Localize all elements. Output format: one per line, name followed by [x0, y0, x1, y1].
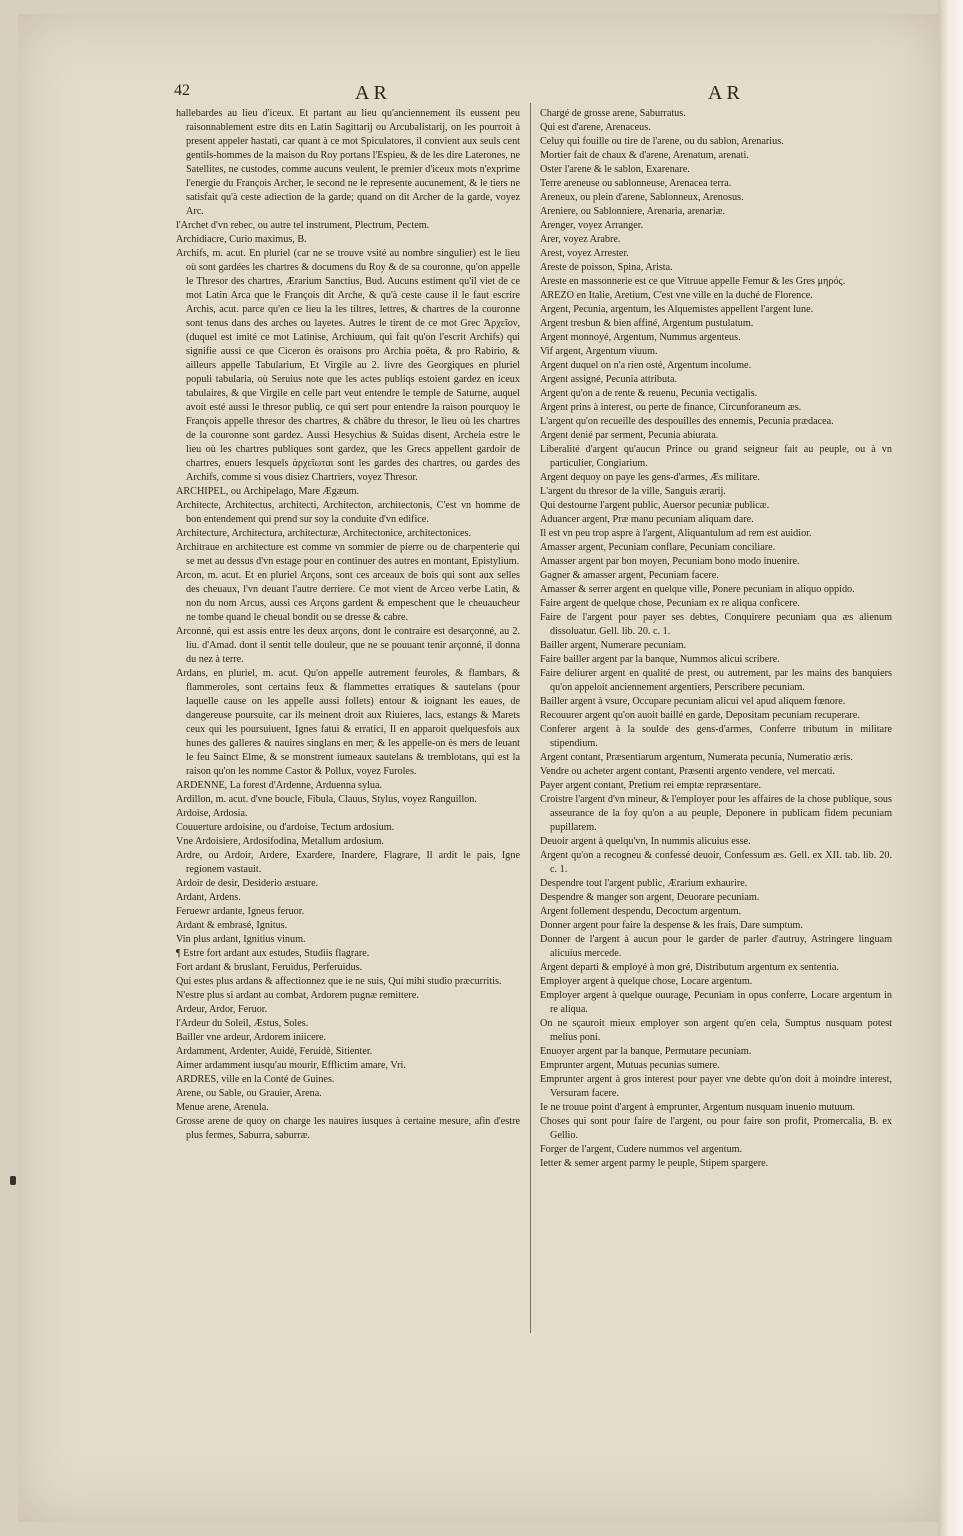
dictionary-entry: Feruewr ardante, Igneus feruor.	[176, 906, 305, 917]
dictionary-entry: ARDENNE, La forest d'Ardenne, Arduenna sylua.	[176, 780, 383, 791]
dictionary-entry: Qui estes plus ardans & affectionnez que ie ne suis, Qui mihi studio præcurritis.	[176, 976, 502, 987]
dictionary-entry: Ardant & embrasé, Ignitus.	[176, 920, 288, 931]
dictionary-entry: Areneux, ou plein d'arene, Sablonneux, Arenosus.	[540, 192, 744, 203]
dictionary-entry: L'argent qu'on recueille des despouilles des ennemis, Pecunia prædacea.	[540, 416, 834, 427]
dictionary-entry: Croistre l'argent d'vn mineur, & l'employer pour les affaires de la chose publique, sous asseurance de la foy qu'on a au peuple, Deponere in publicam fidem pecuniam pupillarem.	[540, 794, 892, 833]
dictionary-entry: Arer, voyez Arabre.	[540, 234, 621, 245]
dictionary-entry: Faire argent de quelque chose, Pecuniam ex re aliqua conficere.	[540, 598, 800, 609]
dictionary-entry: Argent assigné, Pecunia attributa.	[540, 374, 678, 385]
dictionary-entry: Choses qui sont pour faire de l'argent, ou pour faire son profit, Promercalia, B. ex Gellio.	[540, 1116, 892, 1141]
dictionary-entry: Employer argent à quelque ouurage, Pecuniam in opus conferre, Locare argentum in re aliqua.	[540, 990, 892, 1015]
dictionary-entry: Amasser argent par bon moyen, Pecuniam bono modo inuenire.	[540, 556, 800, 567]
column-divider	[530, 103, 531, 1333]
dictionary-entry: Archidiacre, Curio maximus, B.	[176, 234, 307, 245]
dictionary-entry: Argent contant, Præsentiarum argentum, Numerata pecunia, Numeratio æris.	[540, 752, 853, 763]
dictionary-entry: Terre areneuse ou sablonneuse, Arenacea terra.	[540, 178, 732, 189]
dictionary-entry: Deuoir argent à quelqu'vn, In nummis alicuius esse.	[540, 836, 751, 847]
dictionary-entry: Faire deliurer argent en qualité de prest, ou autrement, par les mains des banquiers qu'on appeloit anciennement argentiers, Perscribere pecuniam.	[540, 668, 892, 693]
dictionary-entry: Ardans, en pluriel, m. acut. Qu'on appelle autrement feuroles, & flambars, & flammeroles, sont certains feux & flammettes erratiques & sautelans (pour laquelle cause on les appelle aussi follets) entour & ioignant les eaues, de dangereuse poursuite, car ils meinent droit aux Riuieres, lacs, estangs & Marets ceux qui les poursuiuent, Ignes fatui & erratici, Il en apparoit quelquesfois aux hunes des galleres & nauires singlans en mer; & les appelle-on ès mers de leuant le feu Sainct Elme, & se monstrent iumeaux sautelans & tremblotans, qui est la raison qu'on les nomme Castor & Pollux, voyez Furoles.	[176, 668, 520, 777]
dictionary-entry: N'estre plus si ardant au combat, Ardorem pugnæ remittere.	[176, 990, 419, 1001]
left-column	[176, 107, 520, 1329]
dictionary-entry: Ardeur, Ardor, Feruor.	[176, 1004, 268, 1015]
dictionary-entry: Oster l'arene & le sablon, Exarenare.	[540, 164, 690, 175]
dictionary-entry: Argent qu'on a recogneu & confessé deuoir, Confessum æs. Gell. ex XII. tab. lib. 20. c. 1.	[540, 850, 892, 875]
dictionary-entry: Arenger, voyez Arranger.	[540, 220, 644, 231]
dictionary-entry: hallebardes au lieu d'iceux. Et partant au lieu qu'anciennement ils eussent peu raisonnablement estre dits en Latin Sagittarij ou Arcubalistarij, on les pourroit à present appeler hastati, car quant à ce mot Spiculatores, il convient aux seuls cent gentils-hommes de la maison du Roy portans l'Espieu, & de les dire Laterones, ne Satellites, ne custodes, comme aucuns veulent, le premier d'iceux mots n'exprime l'energie du François Archer, le second ne le represente aucunement, & le tiers ne satisfait qu'à ceste adiection de la garde; quand on dit Archer de la garde, voyez Arc.	[176, 108, 520, 217]
dictionary-entry: Despendre tout l'argent public, Ærarium exhaurire.	[540, 878, 748, 889]
dictionary-entry: Areniere, ou Sablonniere, Arenaria, arenariæ.	[540, 206, 725, 217]
dictionary-entry: Il est vn peu trop aspre à l'argent, Aliquantulum ad rem est auidior.	[540, 528, 812, 539]
dictionary-entry: Argent tresbun & bien affiné, Argentum pustulatum.	[540, 318, 754, 329]
dictionary-entry: Gagner & amasser argent, Pecuniam facere.	[540, 570, 719, 581]
dictionary-entry: Aduancer argent, Præ manu pecuniam aliquam dare.	[540, 514, 754, 525]
dictionary-entry: Mortier fait de chaux & d'arene, Arenatum, arenati.	[540, 150, 749, 161]
dictionary-entry: Qui destourne l'argent public, Auersor pecuniæ publicæ.	[540, 500, 770, 511]
dictionary-entry: Areste de poisson, Spina, Arista.	[540, 262, 673, 273]
dictionary-entry: Employer argent à quelque chose, Locare argentum.	[540, 976, 753, 987]
dictionary-entry: AREZO en Italie, Aretium, C'est vne ville en la duché de Florence.	[540, 290, 813, 301]
dictionary-entry: Architecte, Architectus, architecti, Architecton, architectonis, C'est vn homme de bon entendement qui prend sur soy la conduite d'vn edifice.	[176, 500, 520, 525]
dictionary-entry: Emprunter argent à gros interest pour payer vne debte qu'on doit à moindre interest, Versuram facere.	[540, 1074, 892, 1099]
dictionary-entry: Recouurer argent qu'on auoit baillé en garde, Depositam pecuniam recuperare.	[540, 710, 860, 721]
dictionary-entry: Arest, voyez Arrester.	[540, 248, 629, 259]
dictionary-entry: Bailler argent à vsure, Occupare pecuniam alicui vel apud aliquem fœnore.	[540, 696, 846, 707]
dictionary-entry: ARCHIPEL, ou Archipelago, Mare Ægæum.	[176, 486, 360, 497]
running-head-left: AR	[355, 82, 391, 104]
dictionary-entry: Ietter & semer argent parmy le peuple, Stipem spargere.	[540, 1158, 769, 1169]
dictionary-entry: Faire de l'argent pour payer ses debtes, Conquirere pecuniam qua æs alienum dissoluatur. Gell. lib. 20. c. 1.	[540, 612, 892, 637]
dictionary-entry: ARDRES, ville en la Conté de Guines.	[176, 1074, 335, 1085]
dictionary-entry: Donner de l'argent à aucun pour le garder de parler d'autruy, Astringere linguam alicuius mercede.	[540, 934, 892, 959]
dictionary-entry: Ardoir de desir, Desiderio æstuare.	[176, 878, 319, 889]
dictionary-entry: Aimer ardamment iusqu'au mourir, Efflictim amare, Vri.	[176, 1060, 406, 1071]
dictionary-entry: Argent monnoyé, Argentum, Nummus argenteus.	[540, 332, 741, 343]
dictionary-entry: Bailler argent, Numerare pecuniam.	[540, 640, 687, 651]
dictionary-entry: ¶ Estre fort ardant aux estudes, Studiis flagrare.	[176, 948, 370, 959]
ink-blot	[10, 1176, 16, 1185]
dictionary-entry: Enuoyer argent par la banque, Permutare pecuniam.	[540, 1046, 752, 1057]
dictionary-entry: Liberalité d'argent qu'aucun Prince ou grand seigneur fait au peuple, ou à vn particulier, Congiarium.	[540, 444, 892, 469]
dictionary-entry: Amasser & serrer argent en quelque ville, Ponere pecuniam in aliquo oppido.	[540, 584, 855, 595]
page-edge	[938, 0, 963, 1536]
dictionary-entry: Architraue en architecture est comme vn sommier de pierre ou de charpenterie qui se met au dessus d'vn estage pour en continuer des autres en montant, Epistylium.	[176, 542, 520, 567]
dictionary-entry: Ardoise, Ardosia.	[176, 808, 248, 819]
dictionary-entry: Amasser argent, Pecuniam conflare, Pecuniam conciliare.	[540, 542, 776, 553]
dictionary-entry: Argent denié par serment, Pecunia abiurata.	[540, 430, 719, 441]
dictionary-entry: Vin plus ardant, Ignitius vinum.	[176, 934, 306, 945]
dictionary-entry: Chargé de grosse arene, Saburratus.	[540, 108, 686, 119]
dictionary-entry: Argent, Pecunia, argentum, les Alquemistes appellent l'argent lune.	[540, 304, 814, 315]
dictionary-entry: Grosse arene de quoy on charge les nauires iusques à certaine mesure, afin d'estre plus fermes, Saburra, saburræ.	[176, 1116, 520, 1141]
page-number: 42	[174, 82, 190, 99]
dictionary-entry: Conferer argent à la soulde des gens-d'armes, Conferre tributum in militare stipendium.	[540, 724, 892, 749]
dictionary-entry: Ardamment, Ardenter, Auidè, Feruidè, Sitienter.	[176, 1046, 373, 1057]
dictionary-entry: Faire bailler argent par la banque, Nummos alicui scribere.	[540, 654, 780, 665]
dictionary-entry: Fort ardant & bruslant, Feruidus, Perferuidus.	[176, 962, 363, 973]
dictionary-entry: Ardant, Ardens.	[176, 892, 241, 903]
dictionary-entry: Vne Ardoisiere, Ardosifodina, Metallum ardosium.	[176, 836, 384, 847]
dictionary-entry: Forger de l'argent, Cudere nummos vel argentum.	[540, 1144, 743, 1155]
dictionary-entry: Architecture, Architectura, architecturæ, Architectonice, architectonices.	[176, 528, 472, 539]
dictionary-entry: Argent follement despendu, Decoctum argentum.	[540, 906, 742, 917]
dictionary-entry: Argent dequoy on paye les gens-d'armes, Æs militare.	[540, 472, 760, 483]
right-column	[540, 107, 892, 1329]
dictionary-entry: Ie ne trouue point d'argent à emprunter, Argentum nusquam inuenio mutuum.	[540, 1102, 856, 1113]
dictionary-entry: Menue arene, Arenula.	[176, 1102, 269, 1113]
dictionary-entry: Areste en massonnerie est ce que Vitruue appelle Femur & les Gres μηρός.	[540, 276, 846, 287]
dictionary-entry: L'argent du thresor de la ville, Sanguis ærarij.	[540, 486, 726, 497]
dictionary-entry: Archifs, m. acut. En pluriel (car ne se trouve vsité au nombre singulier) est le lieu où sont gardées les chartres & documens du Roy & de sa couronne, qu'on appelle le Thresor des chartres, Ærarium Sanctius, Bud. Aucuns estiment qu'il viet de ce mot Latin Arca que le François dit Arche, & qu'à ceste cause il le faut escrire Archis, acut. parce qu'en ce lieu la les tiltres, lettres, & chartres de la couronne sont tenus dans des arches ou layetes. Autres le tirent de ce mot Grec Ἀρχεῖον, (duquel est imité ce mot Latinise, Archiuum, qui fait qu'on l'escrit Archifs) qui signifie aussi ce que Ciceron ès oraisons pro Archia poëta, & pro Rabirio, & ailleurs appelle Tabularium, Et Virgile au 2. livre des Georgiques en pluriel populi tabularia, où Seruius note que les actes publiqs estoient gardez en iceux tabulaires, & que Virgile en celle part veut entendre le temple de Saturne, auquel avoit esté aussi le thresor publiq, ce qui sert pour entendre la raison pourquoy le François appelle thresor des chartres, & châbre du thresor, le lieu où les chartres de la couronne sont gardez. Aussi Hesychius & Suidas disent, Archeia estre le lieu où les chartres publiques sont gardez, que les Grecs appellent gardoir de chartres, enuers lesquels ἀρχεῖωται sont les gardes des chartres, ou gardes des Archifs, comme si vous disiez Chartriers, voyez Thresor.	[176, 248, 520, 483]
dictionary-entry: Argent departi & employé à mon gré, Distributum argentum ex sententia.	[540, 962, 839, 973]
dictionary-entry: Argent duquel on n'a rien osté, Argentum incolume.	[540, 360, 752, 371]
dictionary-entry: Vif argent, Argentum viuum.	[540, 346, 658, 357]
dictionary-entry: l'Ardeur du Soleil, Æstus, Soles.	[176, 1018, 309, 1029]
dictionary-entry: Bailler vne ardeur, Ardorem iniicere.	[176, 1032, 327, 1043]
dictionary-entry: Ardre, ou Ardoir, Ardere, Exardere, Inardere, Flagrare, Il ardit le pais, Igne regionem vastauit.	[176, 850, 520, 875]
dictionary-entry: l'Archet d'vn rebec, ou autre tel instrument, Plectrum, Pectem.	[176, 220, 430, 231]
dictionary-entry: Argent prins à interest, ou perte de finance, Circunforaneum æs.	[540, 402, 802, 413]
dictionary-entry: Donner argent pour faire la despense & les frais, Dare sumptum.	[540, 920, 803, 931]
dictionary-entry: Emprunter argent, Mutuas pecunias sumere.	[540, 1060, 720, 1071]
dictionary-entry: Qui est d'arene, Arenaceus.	[540, 122, 651, 133]
dictionary-entry: On ne sçauroit mieux employer son argent qu'en cela, Sumptus nusquam potest melius poni.	[540, 1018, 892, 1043]
dictionary-entry: Despendre & manger son argent, Deuorare pecuniam.	[540, 892, 760, 903]
dictionary-entry: Couuerture ardoisine, ou d'ardoise, Tectum ardosium.	[176, 822, 395, 833]
dictionary-entry: Payer argent contant, Pretium rei emptæ repræsentare.	[540, 780, 762, 791]
dictionary-entry: Ardillon, m. acut. d'vne boucle, Fibula, Clauus, Stylus, voyez Ranguillon.	[176, 794, 477, 805]
dictionary-entry: Arconné, qui est assis entre les deux arçons, dont le contraire est desarçonné, au 2. liu. d'Amad. dont il sentit telle douleur, que ne se pouuant tenir arçonné, il donna du nez à terre.	[176, 626, 520, 665]
dictionary-entry: Arcon, m. acut. Et en pluriel Arçons, sont ces arceaux de bois qui sont aux selles des cheuaux, l'vn deuant l'autre derriere. Ce mot vient de Arceo verbe Latin, & non du nom Arcus, aussi ces Arçons gardent & empeschent que le cheuaucheur ne tombe quand le cheual bondit ou se dresse & cabre.	[176, 570, 520, 623]
dictionary-entry: Vendre ou acheter argent contant, Præsenti argento vendere, vel mercati.	[540, 766, 835, 777]
dictionary-entry: Argent qu'on a de rente & reuenu, Pecunia vectigalis.	[540, 388, 758, 399]
dictionary-entry: Arene, ou Sable, ou Grauier, Arena.	[176, 1088, 322, 1099]
running-head-right: AR	[708, 82, 744, 104]
dictionary-entry: Celuy qui fouille ou tire de l'arene, ou du sablon, Arenarius.	[540, 136, 784, 147]
